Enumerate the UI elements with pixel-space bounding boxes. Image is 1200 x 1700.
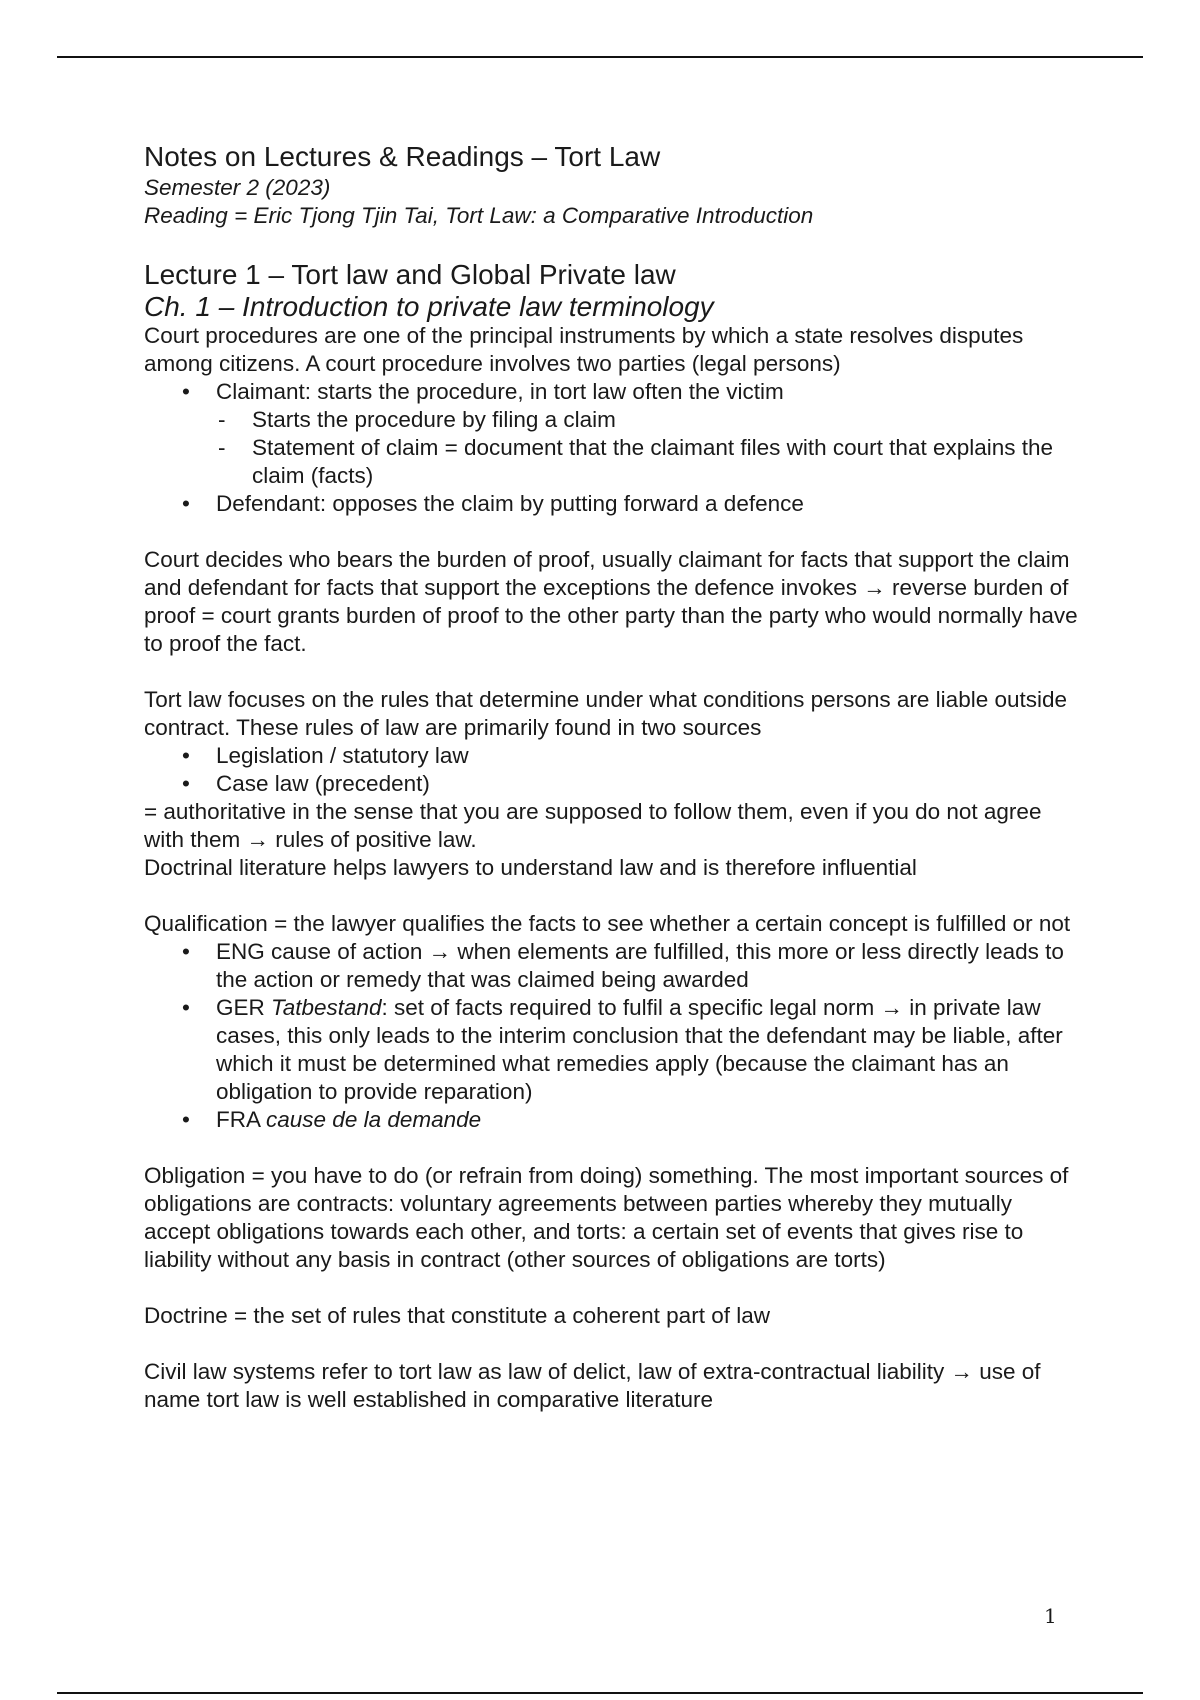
- court-intro-paragraph: Court procedures are one of the principal instruments by which a state resolves disputes among citizens. A court procedure involves two parties (legal persons): [144, 323, 1024, 376]
- fra-prefix: FRA: [216, 1107, 267, 1132]
- qualification-list: [144, 938, 1084, 1134]
- page-number: 1: [1044, 1604, 1057, 1628]
- fra-term: cause de la demande: [266, 1107, 482, 1132]
- claimant-item: Claimant: starts the procedure, in tort law often the victim: [216, 379, 784, 404]
- bottom-rule: [57, 1692, 1143, 1694]
- list-item: • Case law (precedent): [144, 770, 1084, 798]
- doctrinal-paragraph: Doctrinal literature helps lawyers to understand law and is therefore influential: [144, 855, 917, 880]
- civil-law-paragraph: Civil law systems refer to tort law as law of delict, law of extra-contractual liability → use of name tort law is well established in comparative literature: [144, 1359, 1041, 1412]
- parties-list: [144, 378, 1084, 518]
- list-item: - Starts the procedure by filing a claim: [216, 406, 1084, 434]
- ger-prefix: GER: [216, 995, 272, 1020]
- burden-of-proof-paragraph: Court decides who bears the burden of proof, usually claimant for facts that support the claim and defendant for facts that support the exceptions the defence invokes → reverse burden of proof = court grants burden of proof to the other party than the party who would normally have to proof the fact.: [144, 547, 1078, 656]
- reading-line: Reading = Eric Tjong Tjin Tai, Tort Law: a Comparative Introduction: [144, 203, 814, 228]
- sources-list: [144, 742, 1084, 798]
- ger-item: [144, 994, 1084, 1106]
- claimant-sublist: [216, 406, 1084, 490]
- list-item: [144, 378, 1084, 490]
- chapter-heading: Ch. 1 – Introduction to private law terminology: [144, 291, 714, 322]
- defendant-item: • Defendant: opposes the claim by putting forward a defence: [144, 490, 1084, 518]
- top-rule: [57, 56, 1143, 58]
- list-item: - Statement of claim = document that the claimant files with court that explains the claim (facts): [216, 434, 1084, 490]
- semester-line: Semester 2 (2023): [144, 175, 331, 200]
- lecture-heading: Lecture 1 – Tort law and Global Private law: [144, 259, 676, 290]
- fra-item: [144, 1106, 1084, 1134]
- doctrine-paragraph: Doctrine = the set of rules that constitute a coherent part of law: [144, 1303, 770, 1328]
- document-title: Notes on Lectures & Readings – Tort Law: [144, 141, 661, 172]
- qualification-paragraph: Qualification = the lawyer qualifies the facts to see whether a certain concept is fulfilled or not: [144, 911, 1071, 936]
- eng-item: • ENG cause of action → when elements are fulfilled, this more or less directly leads to the action or remedy that was claimed being awarded: [144, 938, 1084, 994]
- page-content: [144, 140, 1084, 1414]
- obligation-paragraph: Obligation = you have to do (or refrain from doing) something. The most important sources of obligations are contracts: voluntary agreements between parties whereby they mutually accept obligations towards each other, and torts: a certain set of events that gives rise to liability without any basis in contract (other sources of obligations are torts): [144, 1163, 1069, 1272]
- list-item: • Legislation / statutory law: [144, 742, 1084, 770]
- sources-intro-paragraph: Tort law focuses on the rules that determine under what conditions persons are liable outside contract. These rules of law are primarily found in two sources: [144, 687, 1068, 740]
- ger-term: Tatbestand: [271, 995, 382, 1020]
- ger-rest: : set of facts required to fulfil a specific legal norm → in private law cases, this only leads to the interim conclusion that the defendant may be liable, after which it must be determined what remedies apply (because the claimant has an obligation to provide reparation): [216, 995, 1063, 1104]
- authoritative-paragraph: = authoritative in the sense that you are supposed to follow them, even if you do not agree with them → rules of positive law.: [144, 799, 1042, 852]
